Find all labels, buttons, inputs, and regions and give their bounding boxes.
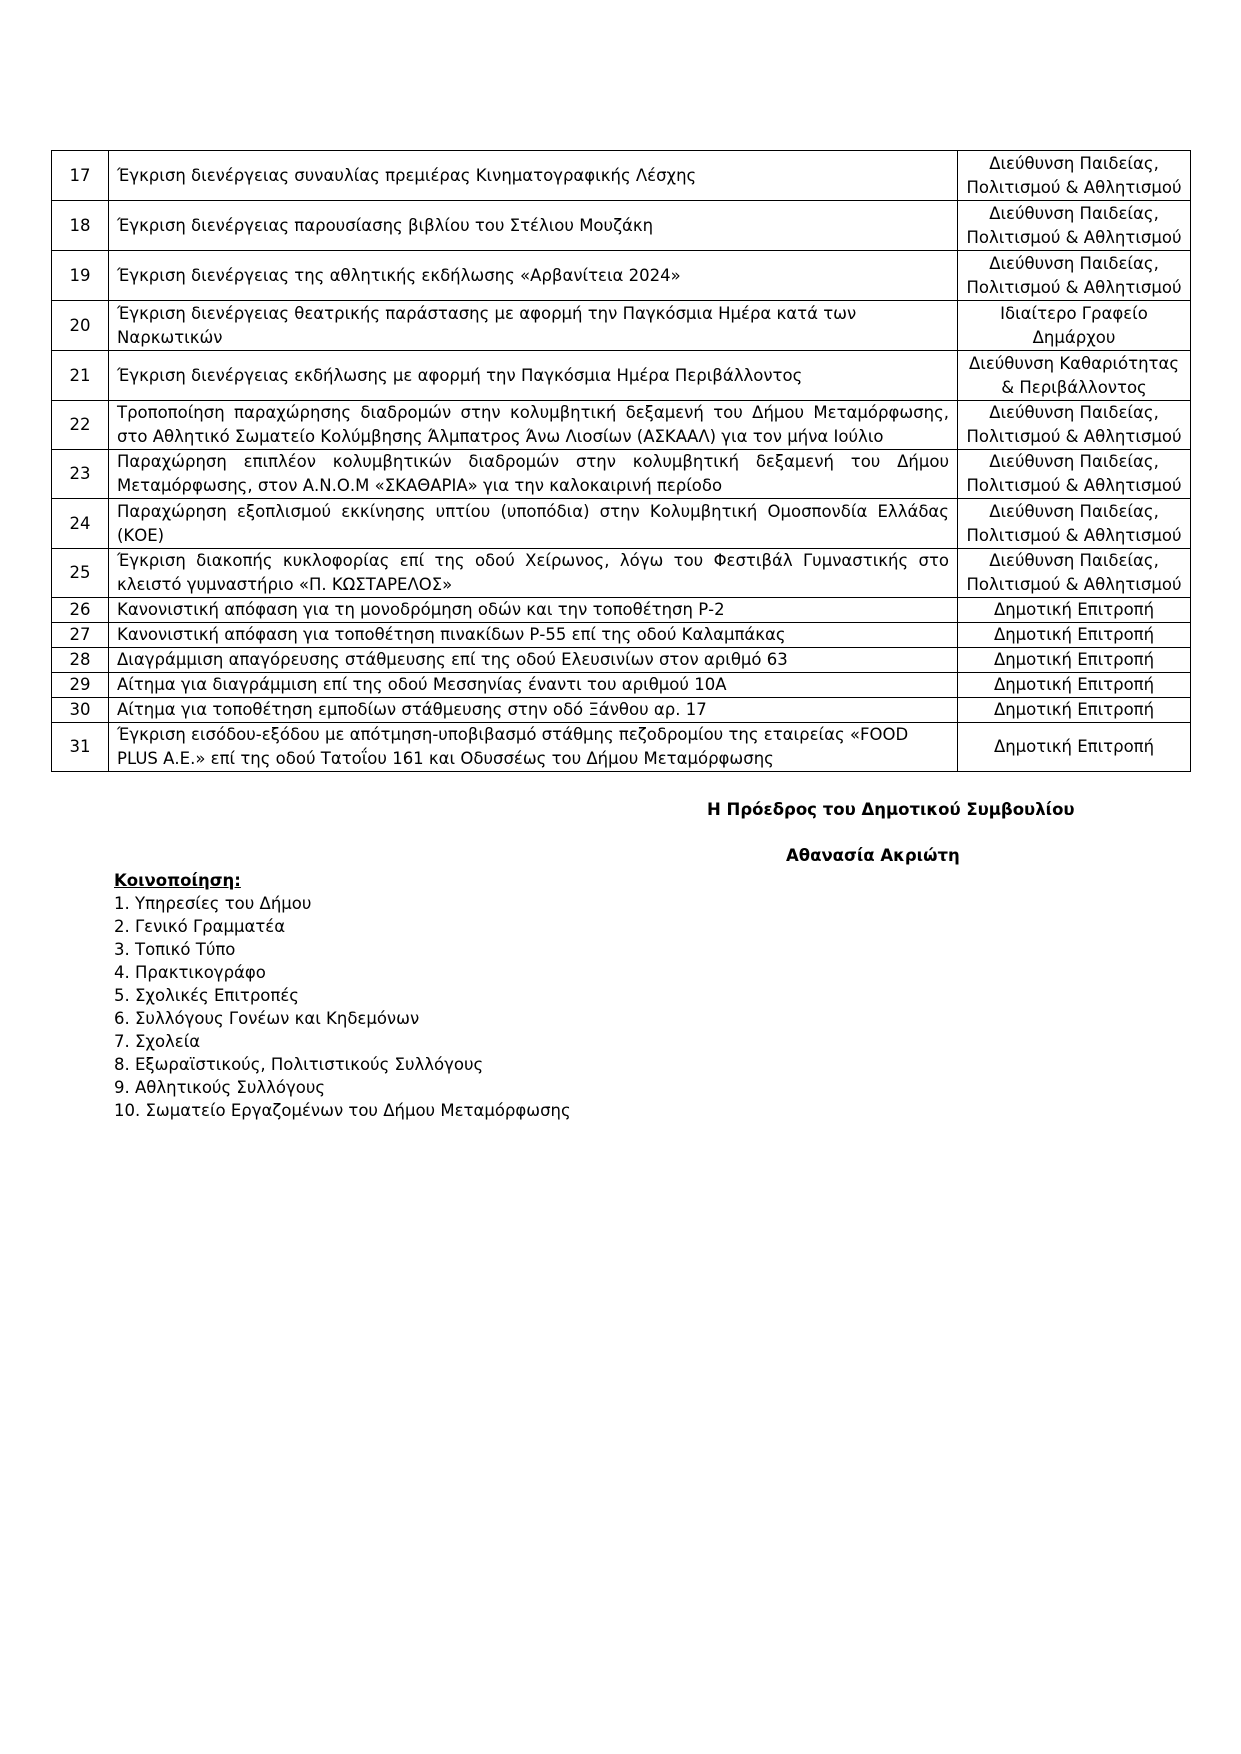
row-number: 29 — [52, 673, 109, 698]
department-line: & Περιβάλλοντος — [1001, 377, 1147, 397]
table-row — [52, 549, 1191, 598]
table-row — [52, 499, 1191, 549]
department-line: Διεύθυνση Παιδείας, — [989, 153, 1159, 173]
department-line: Δημοτική Επιτροπή — [993, 700, 1155, 719]
row-subject: Έγκριση διενέργειας θεατρικής παράστασης με αφορμή την Παγκόσμια Ημέρα κατά των Ναρκωτικών — [109, 301, 958, 351]
department-line: Πολιτισμού & Αθλητισμού — [966, 575, 1182, 594]
department-line: Διεύθυνση Παιδείας, — [989, 551, 1159, 570]
table-row — [52, 623, 1191, 648]
row-subject: Έγκριση διακοπής κυκλοφορίας επί της οδού Χείρωνος, λόγω του Φεστιβάλ Γυμναστικής στο κλειστό γυμναστήριο «Π. ΚΩΣΤΑΡΕΛΟΣ» — [109, 549, 958, 598]
table-row — [52, 301, 1191, 351]
row-number: 26 — [52, 598, 109, 623]
row-department — [958, 201, 1191, 251]
department-line: Πολιτισμού & Αθλητισμού — [966, 177, 1182, 197]
row-number: 19 — [52, 251, 109, 301]
row-department — [958, 351, 1191, 401]
department-line: Πολιτισμού & Αθλητισμού — [966, 227, 1182, 247]
row-number: 28 — [52, 648, 109, 673]
row-number: 27 — [52, 623, 109, 648]
row-number: 22 — [52, 401, 109, 450]
notification-item: 6. Συλλόγους Γονέων και Κηδεμόνων — [114, 1009, 420, 1028]
notification-item: 4. Πρακτικογράφο — [114, 963, 266, 982]
notification-item: 10. Σωματείο Εργαζομένων του Δήμου Μεταμόρφωσης — [114, 1101, 571, 1120]
signature-name: Αθανασία Ακριώτη — [786, 846, 960, 865]
row-department — [958, 623, 1191, 648]
row-subject: Αίτημα για διαγράμμιση επί της οδού Μεσσηνίας έναντι του αριθμού 10Α — [109, 673, 958, 698]
department-line: Δημοτική Επιτροπή — [993, 737, 1155, 756]
department-line: Δημοτική Επιτροπή — [993, 600, 1155, 619]
row-subject: Παραχώρηση εξοπλισμού εκκίνησης υπτίου (υποπόδια) στην Κολυμβητική Ομοσπονδία Ελλάδας (ΚΟΕ) — [109, 499, 958, 549]
notification-list — [114, 892, 571, 1122]
row-department — [958, 151, 1191, 201]
notification-heading: Κοινοποίηση: — [114, 871, 241, 890]
row-department — [958, 673, 1191, 698]
row-subject: Έγκριση διενέργειας παρουσίασης βιβλίου του Στέλιου Μουζάκη — [109, 201, 958, 251]
row-subject: Έγκριση διενέργειας συναυλίας πρεμιέρας Κινηματογραφικής Λέσχης — [109, 151, 958, 201]
department-line: Δημοτική Επιτροπή — [993, 675, 1155, 694]
table-row — [52, 351, 1191, 401]
department-line: Διεύθυνση Παιδείας, — [989, 203, 1159, 223]
department-line: Διεύθυνση Παιδείας, — [989, 501, 1159, 521]
row-department — [958, 499, 1191, 549]
row-subject: Κανονιστική απόφαση για τοποθέτηση πινακίδων Ρ-55 επί της οδού Καλαμπάκας — [109, 623, 958, 648]
row-subject: Παραχώρηση επιπλέον κολυμβητικών διαδρομών στην κολυμβητική δεξαμενή του Δήμου Μεταμόρφωσης, στον Α.Ν.Ο.Μ «ΣΚΑΘΑΡΙΑ» για την καλοκαιρινή περίοδο — [109, 450, 958, 499]
agenda-table-body — [52, 151, 1191, 772]
row-subject: Έγκριση διενέργειας εκδήλωσης με αφορμή την Παγκόσμια Ημέρα Περιβάλλοντος — [109, 351, 958, 401]
table-row — [52, 401, 1191, 450]
table-row — [52, 648, 1191, 673]
row-department — [958, 301, 1191, 351]
department-line: Ιδιαίτερο Γραφείο — [1000, 303, 1148, 323]
notification-item: 2. Γενικό Γραμματέα — [114, 917, 286, 936]
notification-item: 5. Σχολικές Επιτροπές — [114, 986, 299, 1005]
table-row — [52, 251, 1191, 301]
row-department — [958, 723, 1191, 772]
department-line: Διεύθυνση Καθαριότητας — [968, 353, 1180, 373]
row-subject: Διαγράμμιση απαγόρευσης στάθμευσης επί της οδού Ελευσινίων στον αριθμό 63 — [109, 648, 958, 673]
row-subject: Αίτημα για τοποθέτηση εμποδίων στάθμευσης στην οδό Ξάνθου αρ. 17 — [109, 698, 958, 723]
row-department — [958, 450, 1191, 499]
row-subject: Έγκριση διενέργειας της αθλητικής εκδήλωσης «Αρβανίτεια 2024» — [109, 251, 958, 301]
row-number: 21 — [52, 351, 109, 401]
table-row — [52, 698, 1191, 723]
row-department — [958, 598, 1191, 623]
table-row — [52, 151, 1191, 201]
department-line: Δημοτική Επιτροπή — [993, 650, 1155, 669]
row-subject: Κανονιστική απόφαση για τη μονοδρόμηση οδών και την τοποθέτηση Ρ-2 — [109, 598, 958, 623]
row-number: 31 — [52, 723, 109, 772]
department-line: Πολιτισμού & Αθλητισμού — [966, 525, 1182, 545]
notification-block — [114, 869, 571, 1122]
department-line: Διεύθυνση Παιδείας, — [989, 253, 1159, 273]
table-row — [52, 723, 1191, 772]
notification-item: 3. Τοπικό Τύπο — [114, 940, 236, 959]
department-line: Διεύθυνση Παιδείας, — [989, 403, 1159, 422]
row-department — [958, 698, 1191, 723]
row-number: 17 — [52, 151, 109, 201]
notification-item: 7. Σχολεία — [114, 1032, 201, 1051]
row-department — [958, 549, 1191, 598]
table-row — [52, 673, 1191, 698]
notification-item: 1. Υπηρεσίες του Δήμου — [114, 894, 312, 913]
department-line: Πολιτισμού & Αθλητισμού — [966, 476, 1182, 495]
row-number: 25 — [52, 549, 109, 598]
row-number: 24 — [52, 499, 109, 549]
table-row — [52, 598, 1191, 623]
department-line: Δημάρχου — [1032, 327, 1116, 347]
row-number: 18 — [52, 201, 109, 251]
department-line: Δημοτική Επιτροπή — [993, 625, 1155, 644]
row-department — [958, 648, 1191, 673]
row-department — [958, 251, 1191, 301]
table-row — [52, 450, 1191, 499]
table-row — [52, 201, 1191, 251]
signature-title: Η Πρόεδρος του Δημοτικού Συμβουλίου — [707, 800, 1075, 819]
row-number: 30 — [52, 698, 109, 723]
row-subject: Έγκριση εισόδου-εξόδου με απότμηση-υποβιβασμό στάθμης πεζοδρομίου της εταιρείας «FOOD PLUS Α.Ε.» επί της οδού Τατοΐου 161 και Οδυσσέως του Δήμου Μεταμόρφωσης — [109, 723, 958, 772]
notification-item: 9. Αθλητικούς Συλλόγους — [114, 1078, 326, 1097]
row-department — [958, 401, 1191, 450]
department-line: Πολιτισμού & Αθλητισμού — [966, 427, 1182, 446]
row-number: 23 — [52, 450, 109, 499]
agenda-table — [51, 150, 1191, 772]
department-line: Διεύθυνση Παιδείας, — [989, 452, 1159, 471]
row-subject: Τροποποίηση παραχώρησης διαδρομών στην κολυμβητική δεξαμενή του Δήμου Μεταμόρφωσης, στο Αθλητικό Σωματείο Κολύμβησης Άλμπατρος Άνω Λιοσίων (ΑΣΚΑΑΛ) για τον μήνα Ιούλιο — [109, 401, 958, 450]
row-number: 20 — [52, 301, 109, 351]
notification-item: 8. Εξωραϊστικούς, Πολιτιστικούς Συλλόγους — [114, 1055, 484, 1074]
department-line: Πολιτισμού & Αθλητισμού — [966, 277, 1182, 297]
